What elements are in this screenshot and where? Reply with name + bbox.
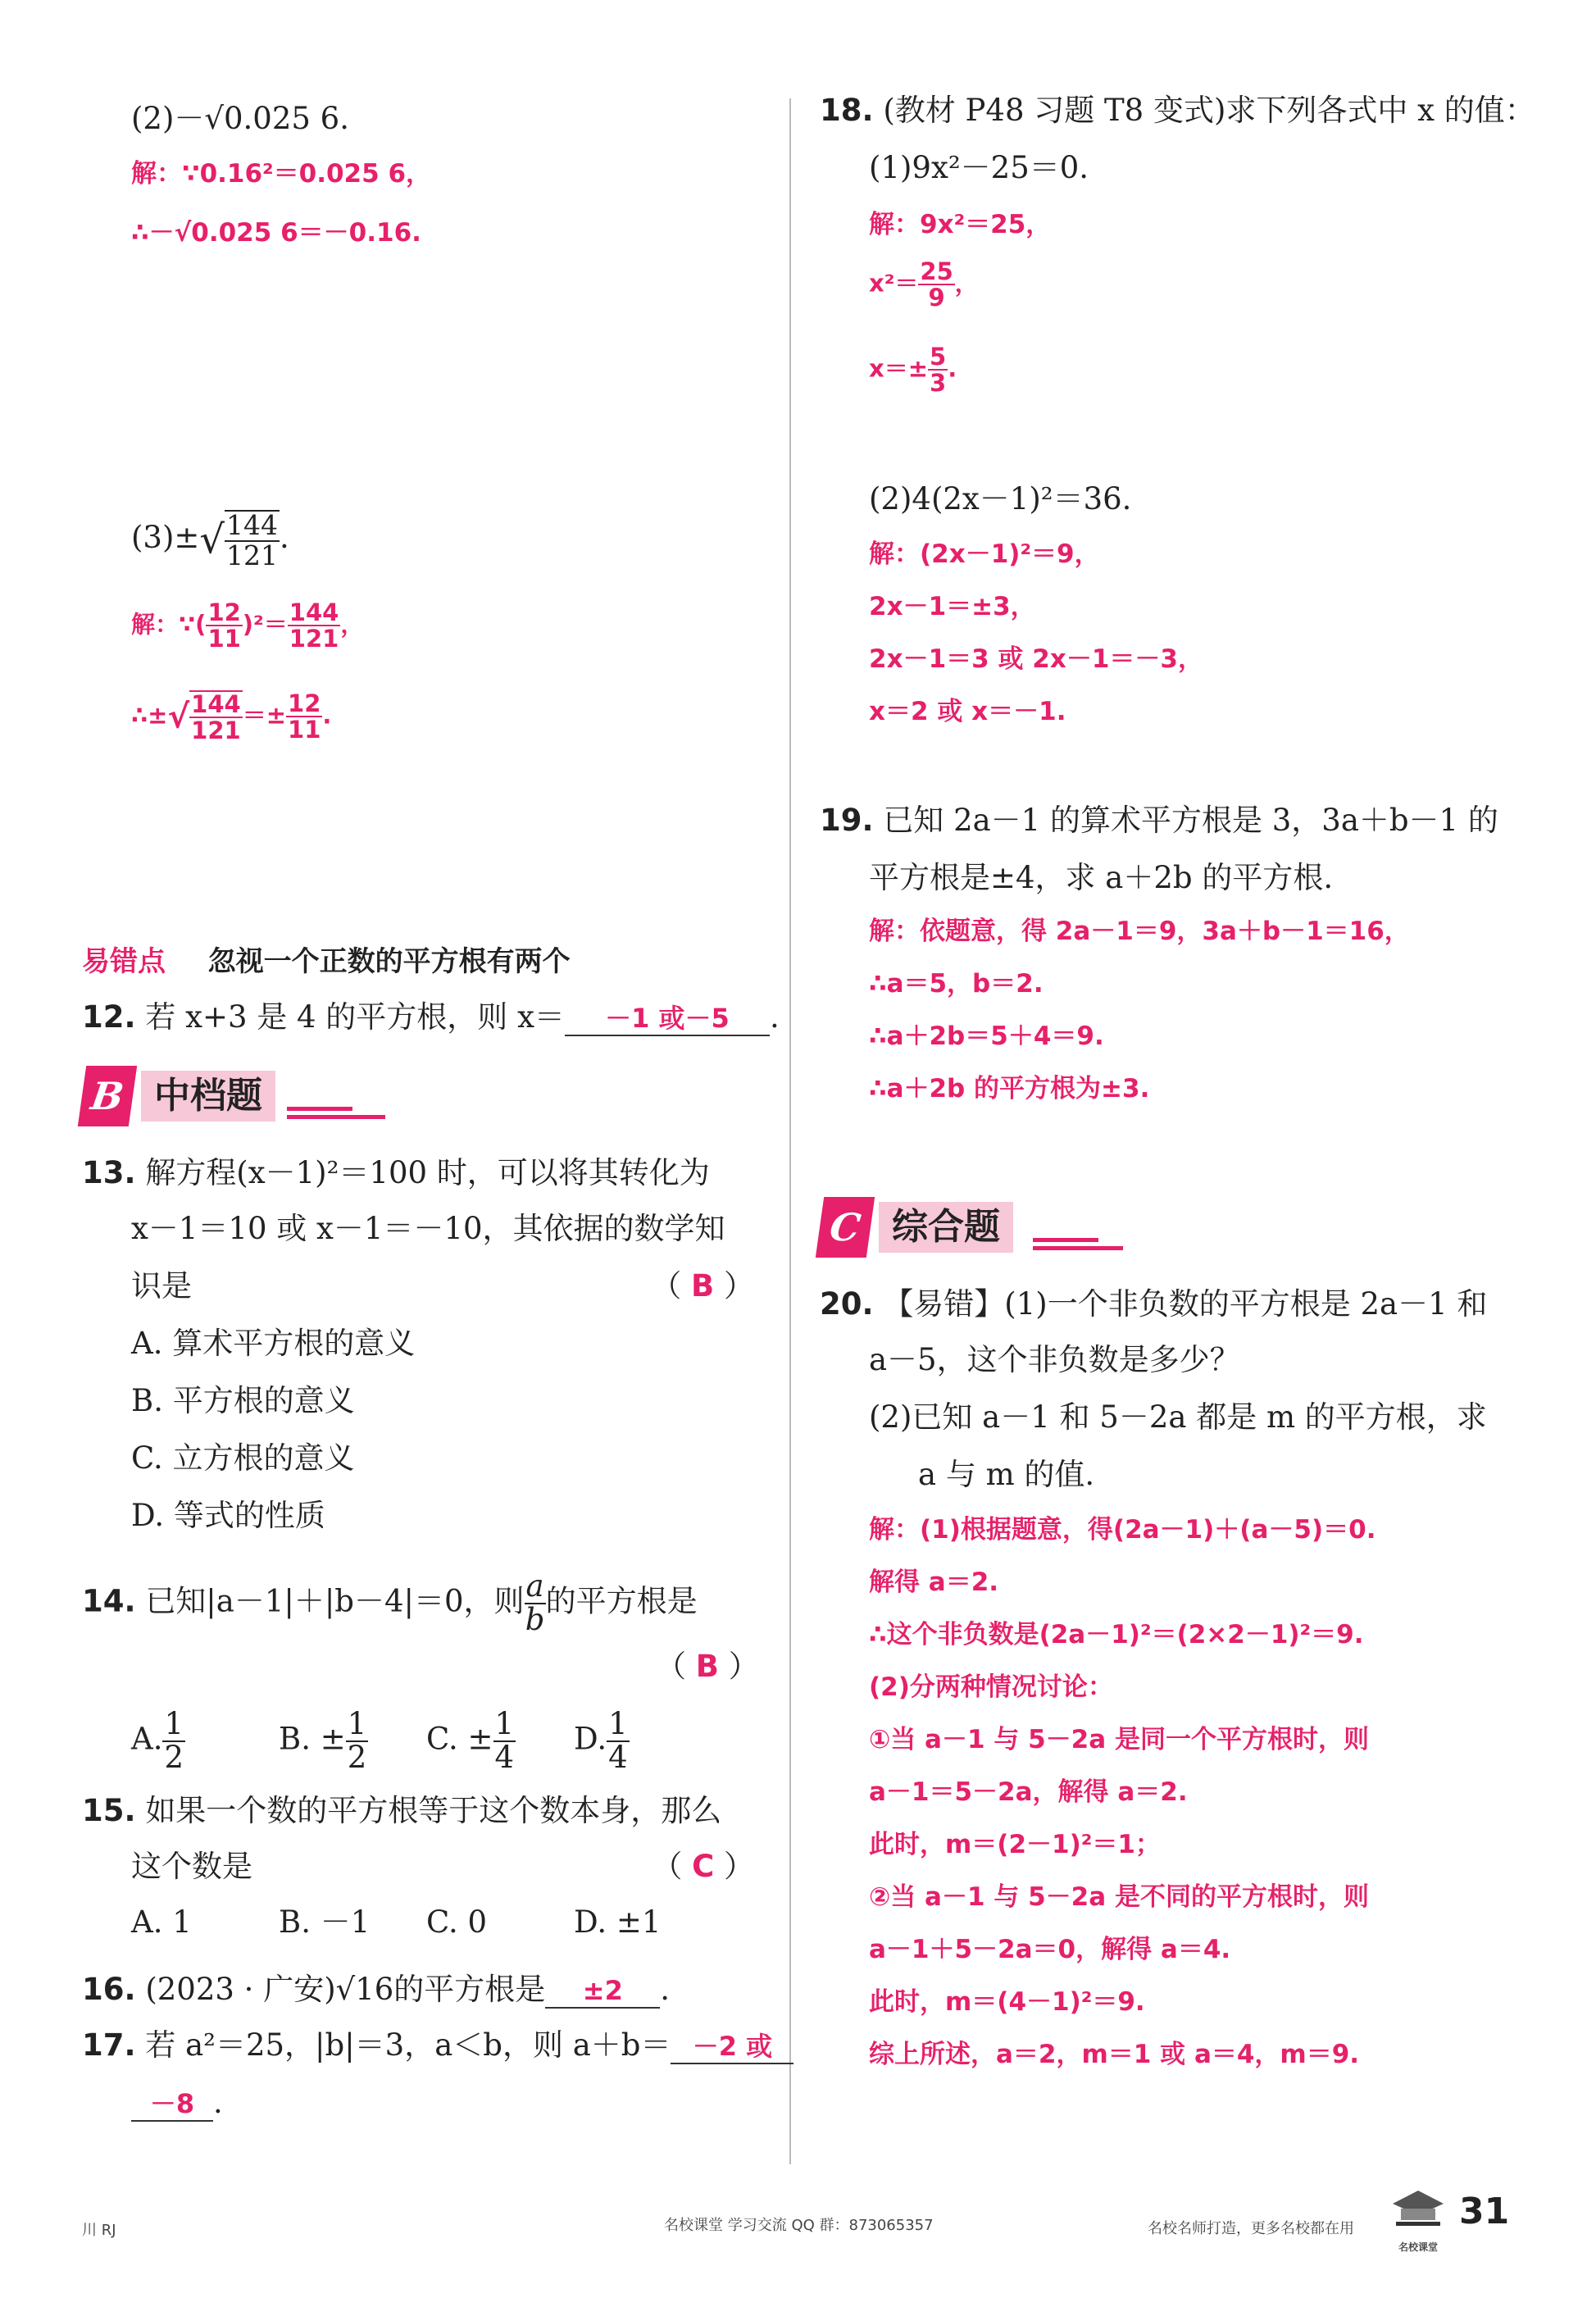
q16-answer-blank: ±2 bbox=[545, 1974, 660, 2009]
q18-part2-solution-line1: 解：(2x－1)²＝9， bbox=[869, 539, 1100, 569]
option-label: C. ± bbox=[426, 1721, 493, 1757]
q15-text-line1: 如果一个数的平方根等于这个数本身，那么 bbox=[145, 1793, 722, 1828]
column-divider bbox=[789, 98, 791, 2164]
q15-line1 bbox=[82, 1792, 721, 1830]
sol-text: ， bbox=[340, 610, 365, 639]
q11-part2: (2)－√0.025 6. bbox=[131, 101, 349, 136]
sol-text: . bbox=[948, 354, 957, 383]
option-label: D. bbox=[574, 1721, 607, 1757]
q17-answer-blank-part2: －8 bbox=[131, 2087, 213, 2122]
sol-text: ∴± bbox=[131, 701, 168, 730]
q11-part3-solution-line2: ∴±√ $\frac{144}{121}$ ＝± $\frac{12}{11}$ . bbox=[131, 689, 332, 745]
q19-solution-line1: 解：依题意，得 2a－1＝9，3a＋b－1＝16， bbox=[869, 917, 1410, 946]
q15-answer: C bbox=[692, 1849, 715, 1884]
q14-text: 已知|a－1|＋|b－4|＝0，则 bbox=[145, 1583, 525, 1619]
q20-solution-line3: ∴这个非负数是(2a－1)²＝(2×2－1)²＝9. bbox=[869, 1620, 1364, 1649]
fraction-denominator: b bbox=[525, 1601, 545, 1637]
q14-answer: B bbox=[695, 1649, 719, 1684]
fraction-numerator: 1 bbox=[347, 1706, 367, 1741]
q15-option-b: B. －1 bbox=[279, 1904, 371, 1940]
question-number: 18. bbox=[820, 93, 874, 128]
q16 bbox=[82, 1971, 670, 2009]
fraction-denominator: 121 bbox=[289, 625, 339, 653]
q11-part2-solution-line1: 解：∵0.16²＝0.025 6， bbox=[131, 159, 432, 189]
q19-solution-line4: ∴a＋2b 的平方根为±3. bbox=[869, 1074, 1150, 1103]
q20-line4: a 与 m 的值. bbox=[918, 1457, 1095, 1492]
question-number: 17. bbox=[82, 2027, 136, 2063]
sol-text: )²＝ bbox=[242, 610, 288, 639]
q12-text: 若 x+3 是 4 的平方根，则 x＝ bbox=[145, 999, 565, 1035]
question-number: 14. bbox=[82, 1583, 136, 1619]
q14-answer-paren: （ B ） bbox=[656, 1649, 759, 1684]
q18-text: (教材 P48 习题 T8 变式)求下列各式中 x 的值： bbox=[883, 93, 1535, 128]
q20-solution-line11: 综上所述，a＝2，m＝1 或 a＝4，m＝9. bbox=[869, 2040, 1360, 2069]
fraction-denominator: 11 bbox=[288, 716, 321, 744]
section-c-letter: C bbox=[816, 1197, 875, 1258]
q13-line3: 识是 （ B ） bbox=[131, 1268, 754, 1304]
fraction-numerator: 144 bbox=[289, 598, 339, 626]
q17-answer-blank-part1: －2 或 bbox=[671, 2030, 793, 2064]
q13-option-d: D. 等式的性质 bbox=[131, 1498, 325, 1533]
q14-option-c bbox=[426, 1706, 516, 1775]
q15-option-c: C. 0 bbox=[426, 1904, 488, 1940]
section-c-stripe bbox=[1033, 1238, 1098, 1242]
sol-text: x＝± bbox=[869, 354, 929, 383]
q20-solution-line1: 解：(1)根据题意，得(2a－1)＋(a－5)＝0. bbox=[869, 1515, 1376, 1545]
q14-option-b bbox=[279, 1706, 368, 1775]
common-mistake-label: 易错点 bbox=[82, 945, 166, 978]
fraction-numerator: 1 bbox=[494, 1706, 515, 1741]
section-b-letter: B bbox=[78, 1066, 137, 1126]
section-b-stripe bbox=[287, 1107, 352, 1111]
question-number: 15. bbox=[82, 1793, 136, 1828]
q15-text-line2: 这个数是 bbox=[131, 1849, 252, 1884]
q12-answer-blank: －1 或－5 bbox=[565, 1002, 770, 1036]
q18-part1-solution-line3 bbox=[869, 344, 957, 396]
question-number: 19. bbox=[820, 803, 874, 838]
q11-part3-prefix: (3)± bbox=[131, 520, 200, 556]
q11-part3-sqrt-numerator: 144 bbox=[226, 509, 279, 541]
q20-solution-line4: (2)分两种情况讨论： bbox=[869, 1672, 1113, 1702]
q18-part2-solution-line4: x＝2 或 x＝－1. bbox=[869, 697, 1066, 726]
q17-end: . bbox=[213, 2085, 223, 2120]
q18-part1-solution-line1: 解：9x²＝25， bbox=[869, 210, 1052, 239]
q11-part3-solution-line1 bbox=[131, 600, 364, 652]
q20-line2: a－5，这个非负数是多少？ bbox=[869, 1342, 1240, 1377]
q20-solution-line2: 解得 a＝2. bbox=[869, 1568, 999, 1597]
section-b-title: 中档题 bbox=[141, 1071, 275, 1122]
q19-solution-line2: ∴a＝5，b＝2. bbox=[869, 969, 1044, 999]
q20-solution-line9: a－1＋5－2a＝0，解得 a＝4. bbox=[869, 1935, 1231, 1964]
section-c-stripe bbox=[1033, 1246, 1123, 1250]
footer-edition: 川 RJ bbox=[82, 2222, 116, 2239]
publisher-logo-text: 名校课堂 bbox=[1398, 2241, 1438, 2253]
q13-line1 bbox=[82, 1154, 710, 1192]
section-b-tag bbox=[82, 1066, 361, 1131]
fraction-denominator: 4 bbox=[608, 1739, 628, 1775]
fraction-denominator: 121 bbox=[191, 717, 241, 745]
q18-part2-solution-line2: 2x－1＝±3， bbox=[869, 592, 1036, 621]
q20-solution-line7: 此时，m＝(2－1)²＝1； bbox=[869, 1830, 1161, 1859]
q17-line2 bbox=[131, 2084, 223, 2122]
q11-part3-sqrt-denominator: 121 bbox=[226, 539, 279, 571]
q14-line1 bbox=[82, 1568, 698, 1637]
sol-text: 解：∵( bbox=[131, 610, 207, 639]
q16-text: (2023 · 广安)√16的平方根是 bbox=[145, 1972, 546, 2007]
option-label: B. ± bbox=[279, 1721, 346, 1757]
q17-text: 若 a²＝25，|b|＝3，a＜b，则 a＋b＝ bbox=[145, 2027, 671, 2063]
q16-end: . bbox=[660, 1972, 671, 2007]
fraction-numerator: 1 bbox=[164, 1706, 184, 1741]
q13-line2: x－1＝10 或 x－1＝－10，其依据的数学知 bbox=[131, 1211, 725, 1246]
option-label: A. bbox=[131, 1721, 163, 1757]
fraction-denominator: 11 bbox=[207, 625, 241, 653]
q12 bbox=[82, 999, 780, 1036]
q20-text-line1: 【易错】(1)一个非负数的平方根是 2a－1 和 bbox=[883, 1286, 1488, 1322]
section-c-title: 综合题 bbox=[879, 1202, 1013, 1253]
q20-line3: (2)已知 a－1 和 5－2a 都是 m 的平方根，求 bbox=[869, 1399, 1487, 1435]
question-number: 16. bbox=[82, 1972, 136, 2007]
q13-option-a: A. 算术平方根的意义 bbox=[131, 1326, 416, 1361]
sol-text: x²＝ bbox=[869, 269, 919, 298]
q13-option-b: B. 平方根的意义 bbox=[131, 1383, 355, 1418]
fraction-numerator: 12 bbox=[207, 598, 241, 626]
q17-line1 bbox=[82, 2027, 793, 2064]
section-b-stripe bbox=[287, 1115, 385, 1119]
q18-part2: (2)4(2x－1)²＝36. bbox=[869, 481, 1132, 516]
q19-text-line1: 已知 2a－1 的算术平方根是 3，3a＋b－1 的 bbox=[883, 803, 1498, 838]
question-number: 13. bbox=[82, 1155, 136, 1190]
q13-text-line1: 解方程(x－1)²＝100 时，可以将其转化为 bbox=[145, 1155, 710, 1190]
sol-text: . bbox=[322, 701, 332, 730]
q18-part2-solution-line3: 2x－1＝3 或 2x－1＝－3， bbox=[869, 644, 1203, 674]
footer-right: 名校名师打造，更多名校都在用 bbox=[1148, 2220, 1354, 2237]
q14-option-d bbox=[574, 1706, 630, 1775]
q20-line1 bbox=[820, 1285, 1487, 1323]
q19-solution-line3: ∴a＋2b＝5＋4＝9. bbox=[869, 1021, 1104, 1051]
footer-center: 名校课堂 学习交流 QQ 群：873065357 bbox=[664, 2217, 934, 2234]
fraction-denominator: 4 bbox=[494, 1739, 515, 1775]
q20-solution-line5: ①当 a－1 与 5－2a 是同一个平方根时，则 bbox=[869, 1725, 1369, 1754]
q15-option-a: A. 1 bbox=[131, 1904, 192, 1940]
fraction-numerator: 1 bbox=[608, 1706, 628, 1741]
fraction-denominator: 9 bbox=[928, 284, 945, 312]
fraction-numerator: 5 bbox=[930, 343, 947, 371]
q15-option-d: D. ±1 bbox=[574, 1904, 662, 1940]
q12-end: . bbox=[769, 999, 780, 1035]
q18-part1-solution-line2 bbox=[869, 259, 979, 311]
fraction-denominator: 2 bbox=[164, 1739, 184, 1775]
question-number: 12. bbox=[82, 999, 136, 1035]
fraction-denominator: 2 bbox=[347, 1739, 367, 1775]
fraction-numerator: 12 bbox=[288, 689, 321, 717]
common-mistake-title: 忽视一个正数的平方根有两个 bbox=[207, 945, 571, 978]
q11-part2-solution-line2: ∴－√0.025 6＝－0.16. bbox=[131, 218, 421, 248]
q13-option-c: C. 立方根的意义 bbox=[131, 1440, 355, 1476]
fraction-denominator: 3 bbox=[930, 369, 947, 398]
q20-solution-line8: ②当 a－1 与 5－2a 是不同的平方根时，则 bbox=[869, 1882, 1369, 1912]
q18 bbox=[820, 92, 1535, 130]
q20-solution-line10: 此时，m＝(4－1)²＝9. bbox=[869, 1987, 1145, 2017]
q18-part1: (1)9x²－25＝0. bbox=[869, 150, 1089, 185]
q11-part3: (3)±√ $\frac{144}{121}$ . bbox=[131, 509, 289, 571]
question-number: 20. bbox=[820, 1286, 874, 1322]
section-c-tag bbox=[820, 1197, 1115, 1263]
fraction-numerator: 144 bbox=[191, 690, 241, 718]
q14-text-post: 的平方根是 bbox=[545, 1583, 698, 1619]
q13-text-line3: 识是 bbox=[131, 1268, 192, 1304]
q15-line2: 这个数是 （ C ） bbox=[131, 1849, 754, 1884]
q19-line2: 平方根是±4，求 a＋2b 的平方根. bbox=[869, 860, 1334, 895]
sol-text: ＝± bbox=[242, 701, 287, 730]
publisher-logo-icon bbox=[1389, 2187, 1447, 2253]
common-mistake-heading bbox=[82, 943, 571, 981]
sol-text: ， bbox=[954, 269, 979, 298]
fraction-numerator: a bbox=[525, 1568, 544, 1604]
fraction-numerator: 25 bbox=[920, 257, 953, 285]
q13-answer: B bbox=[691, 1268, 715, 1304]
page-number: 31 bbox=[1459, 2191, 1510, 2232]
q20-solution-line6: a－1＝5－2a，解得 a＝2. bbox=[869, 1777, 1188, 1807]
q14-option-a bbox=[131, 1706, 185, 1775]
q19-line1 bbox=[820, 802, 1498, 839]
